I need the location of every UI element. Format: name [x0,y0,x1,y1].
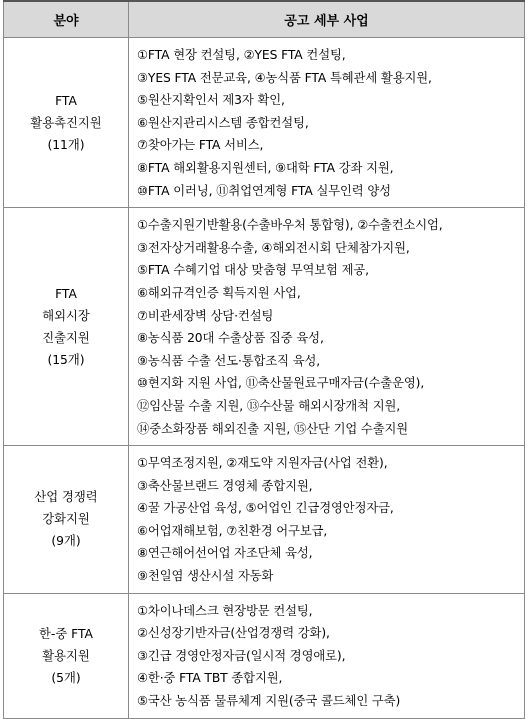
table-header-row [4,1,525,38]
table-row [4,593,525,718]
category-cell [4,38,129,208]
category-line: 한-중 FTA [39,626,93,641]
category-line: (9개) [51,534,81,549]
table-row [4,446,525,594]
category-line: FTA [55,93,77,108]
program-line: ③전자상거래활용수출, ④해외전시회 단체참가지원, [137,240,410,255]
category-line: 활용촉진지원 [30,115,102,130]
program-line: ⑫임산물 수출 지원, ⑬수산물 해외시장개척 지원, [137,398,401,413]
program-list [129,208,525,446]
support-programs-table [3,0,525,719]
program-line: ⑩FTA 이러닝, ⑪취업연계형 FTA 실무인력 양성 [137,183,391,198]
program-line: ⑤원산지확인서 제3자 확인, [137,93,285,108]
program-list [129,446,525,594]
program-line: ⑥해외규격인증 획득지원 사업, [137,285,301,300]
program-list [129,38,525,208]
table-row [4,38,525,208]
program-line: ⑨농식품 수출 선도·통합조직 육성, [137,353,321,368]
program-list [129,593,525,718]
category-line: (5개) [51,670,81,685]
program-line: ⑦비관세장벽 상담·컨설팅 [137,308,274,323]
program-line: ①수출지원기반활용(수출바우처 통합형), ②수출컨소시엄, [137,218,443,233]
category-line: 강화지원 [42,512,90,527]
header-details: 공고 세부 사업 [129,1,525,38]
program-line: ⑨천일염 생산시설 자동화 [137,569,274,584]
category-line: (15개) [47,352,85,367]
category-line: (11개) [47,137,85,152]
program-line: ③YES FTA 전문교육, ④농식품 FTA 특혜관세 활용지원, [137,70,432,85]
header-field: 분야 [4,1,129,38]
program-line: ⑧FTA 해외활용지원센터, ⑨대학 FTA 강좌 지원, [137,160,394,175]
program-line: ③축산물브랜드 경영체 종합지원, [137,478,313,493]
program-line: ⑧연근해어선어업 자조단체 육성, [137,546,313,561]
program-line: ⑤FTA 수혜기업 대상 맞춤형 무역보험 제공, [137,263,369,278]
category-cell [4,208,129,446]
category-line: 해외시장 [42,308,90,323]
category-line: 활용지원 [42,648,90,663]
program-line: ⑩현지화 지원 사업, ⑪축산물원료구매자금(수출운영), [137,376,425,391]
program-line: ④꿀 가공산업 육성, ⑤어업인 긴급경영안정자금, [137,501,394,516]
program-line: ⑭중소화장품 해외진출 지원, ⑮산단 기업 수출지원 [137,421,409,436]
program-line: ⑤국산 농식품 물류체계 지원(중국 콜드체인 구축) [137,694,401,709]
program-line: ⑧농식품 20대 수출상품 집중 육성, [137,331,324,346]
program-line: ①차이나데스크 현장방문 컨설팅, [137,603,313,618]
program-line: ③긴급 경영안정자금(일시적 경영애로), [137,648,346,663]
program-line: ②신성장기반자금(산업경쟁력 강화), [137,626,330,641]
program-line: ①FTA 현장 컨설팅, ②YES FTA 컨설팅, [137,48,346,62]
category-line: 산업 경쟁력 [34,490,98,505]
program-line: ⑥어업재해보험, ⑦친환경 어구보급, [137,523,328,538]
category-line: FTA [55,286,77,301]
category-line: 진출지원 [42,330,90,345]
program-line: ⑥원산지관리시스템 종합컨설팅, [137,115,309,130]
program-line: ⑦찾아가는 FTA 서비스, [137,138,264,153]
program-line: ④한·중 FTA TBT 종합지원, [137,671,283,686]
table-row [4,208,525,446]
category-cell [4,593,129,718]
category-cell [4,446,129,594]
program-line: ①무역조정지원, ②재도약 지원자금(사업 전환), [137,456,388,471]
